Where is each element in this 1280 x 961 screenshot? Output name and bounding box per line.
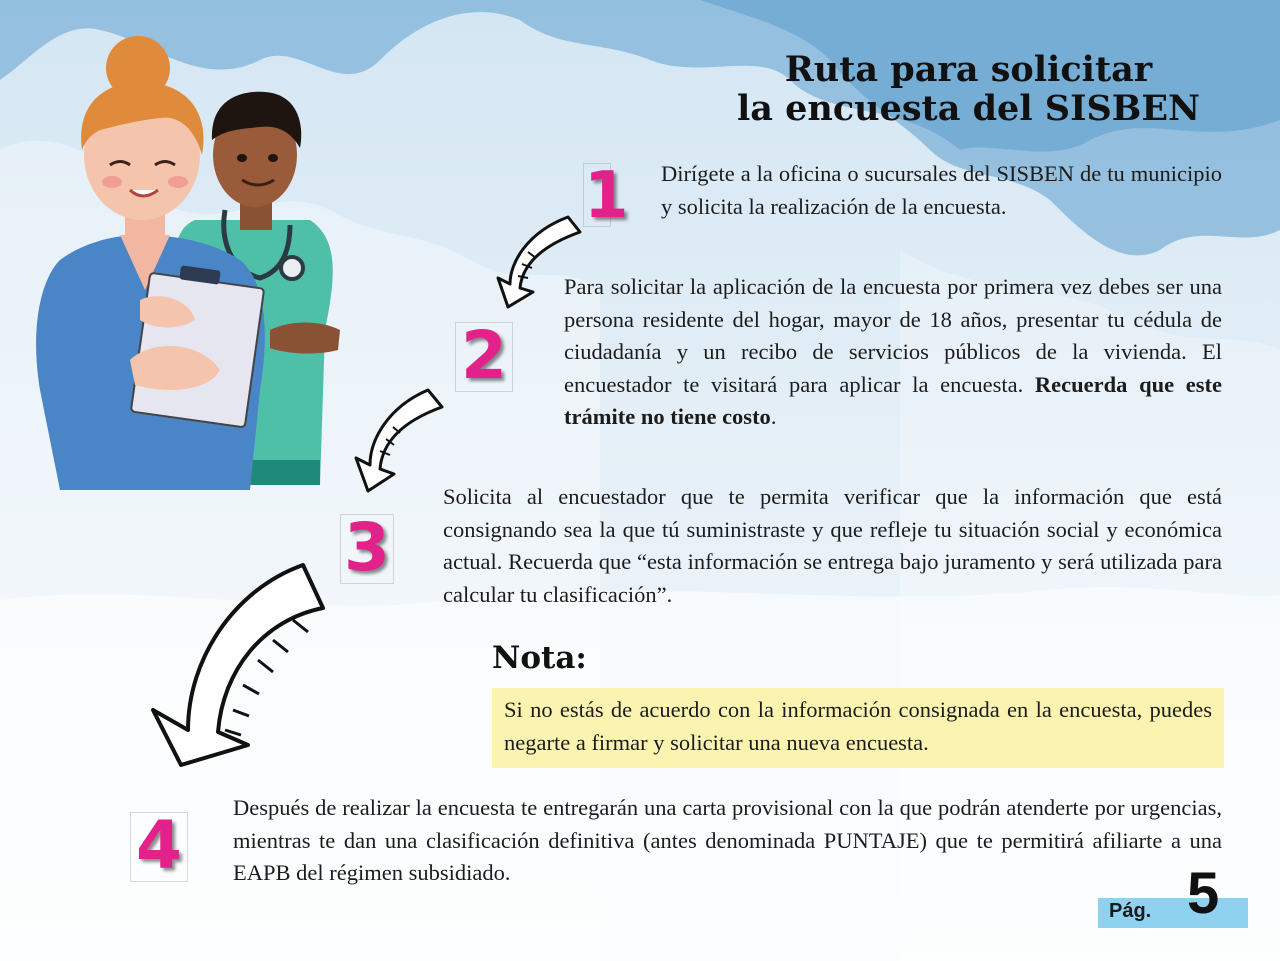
note-label: Nota: xyxy=(492,640,587,676)
title-line-2: la encuesta del SISBEN xyxy=(736,88,1200,129)
step-number-4: 4 xyxy=(130,812,188,882)
arrow-icon-2-to-3 xyxy=(348,385,448,497)
note-box: Si no estás de acuerdo con la información consignada en la encuesta, puedes negarte a firmar y solicitar una nueva encuesta. xyxy=(492,688,1224,768)
step-2-end: . xyxy=(770,404,777,429)
step-3-text xyxy=(443,481,1222,611)
title-line-1: Ruta para solicitar xyxy=(784,49,1153,90)
step-2-text xyxy=(564,271,1222,434)
step-2-bold: Recuerda que este trámite no tiene costo xyxy=(564,371,1222,429)
page-title xyxy=(737,50,1200,128)
nurses-illustration xyxy=(20,30,350,490)
step-number-3: 3 xyxy=(340,514,394,584)
arrow-icon-1-to-2 xyxy=(488,212,588,312)
step-4-body: Después de realizar la encuesta te entregarán una carta provisional con la que podrán atenderte por urgencias, mientras te dan una clasificación definitiva (antes denominada PUNTAJE) que te permitirá afiliarte a una EAPB del régimen subsidiado. xyxy=(233,795,1222,885)
arrow-icon-3-to-4 xyxy=(143,560,333,775)
step-4-text xyxy=(233,792,1222,890)
page-number: 5 xyxy=(1187,861,1220,926)
step-1-text xyxy=(661,158,1222,223)
step-2-body: Para solicitar la aplicación de la encuesta por primera vez debes ser una persona residente del hogar, mayor de 18 años, presentar tu cédula de ciudadanía y un recibo de servicios públicos de la vivienda. El encuestador te visitará para aplicar la encuesta. xyxy=(564,274,1222,397)
page-label: Pág. xyxy=(1109,900,1152,922)
step-number-2: 2 xyxy=(455,322,513,392)
step-1-body: Dirígete a la oficina o sucursales del SISBEN de tu municipio y solicita la realización de la encuesta. xyxy=(661,161,1222,219)
step-3-body: Solicita al encuestador que te permita verificar que la información que está consignando sea la que tú suministraste y que refleje tu situación social y económica actual. Recuerda que “esta información se entrega bajo juramento y será utilizada para calcular tu clasificación”. xyxy=(443,484,1222,607)
step-number-1: 1 xyxy=(584,159,629,233)
